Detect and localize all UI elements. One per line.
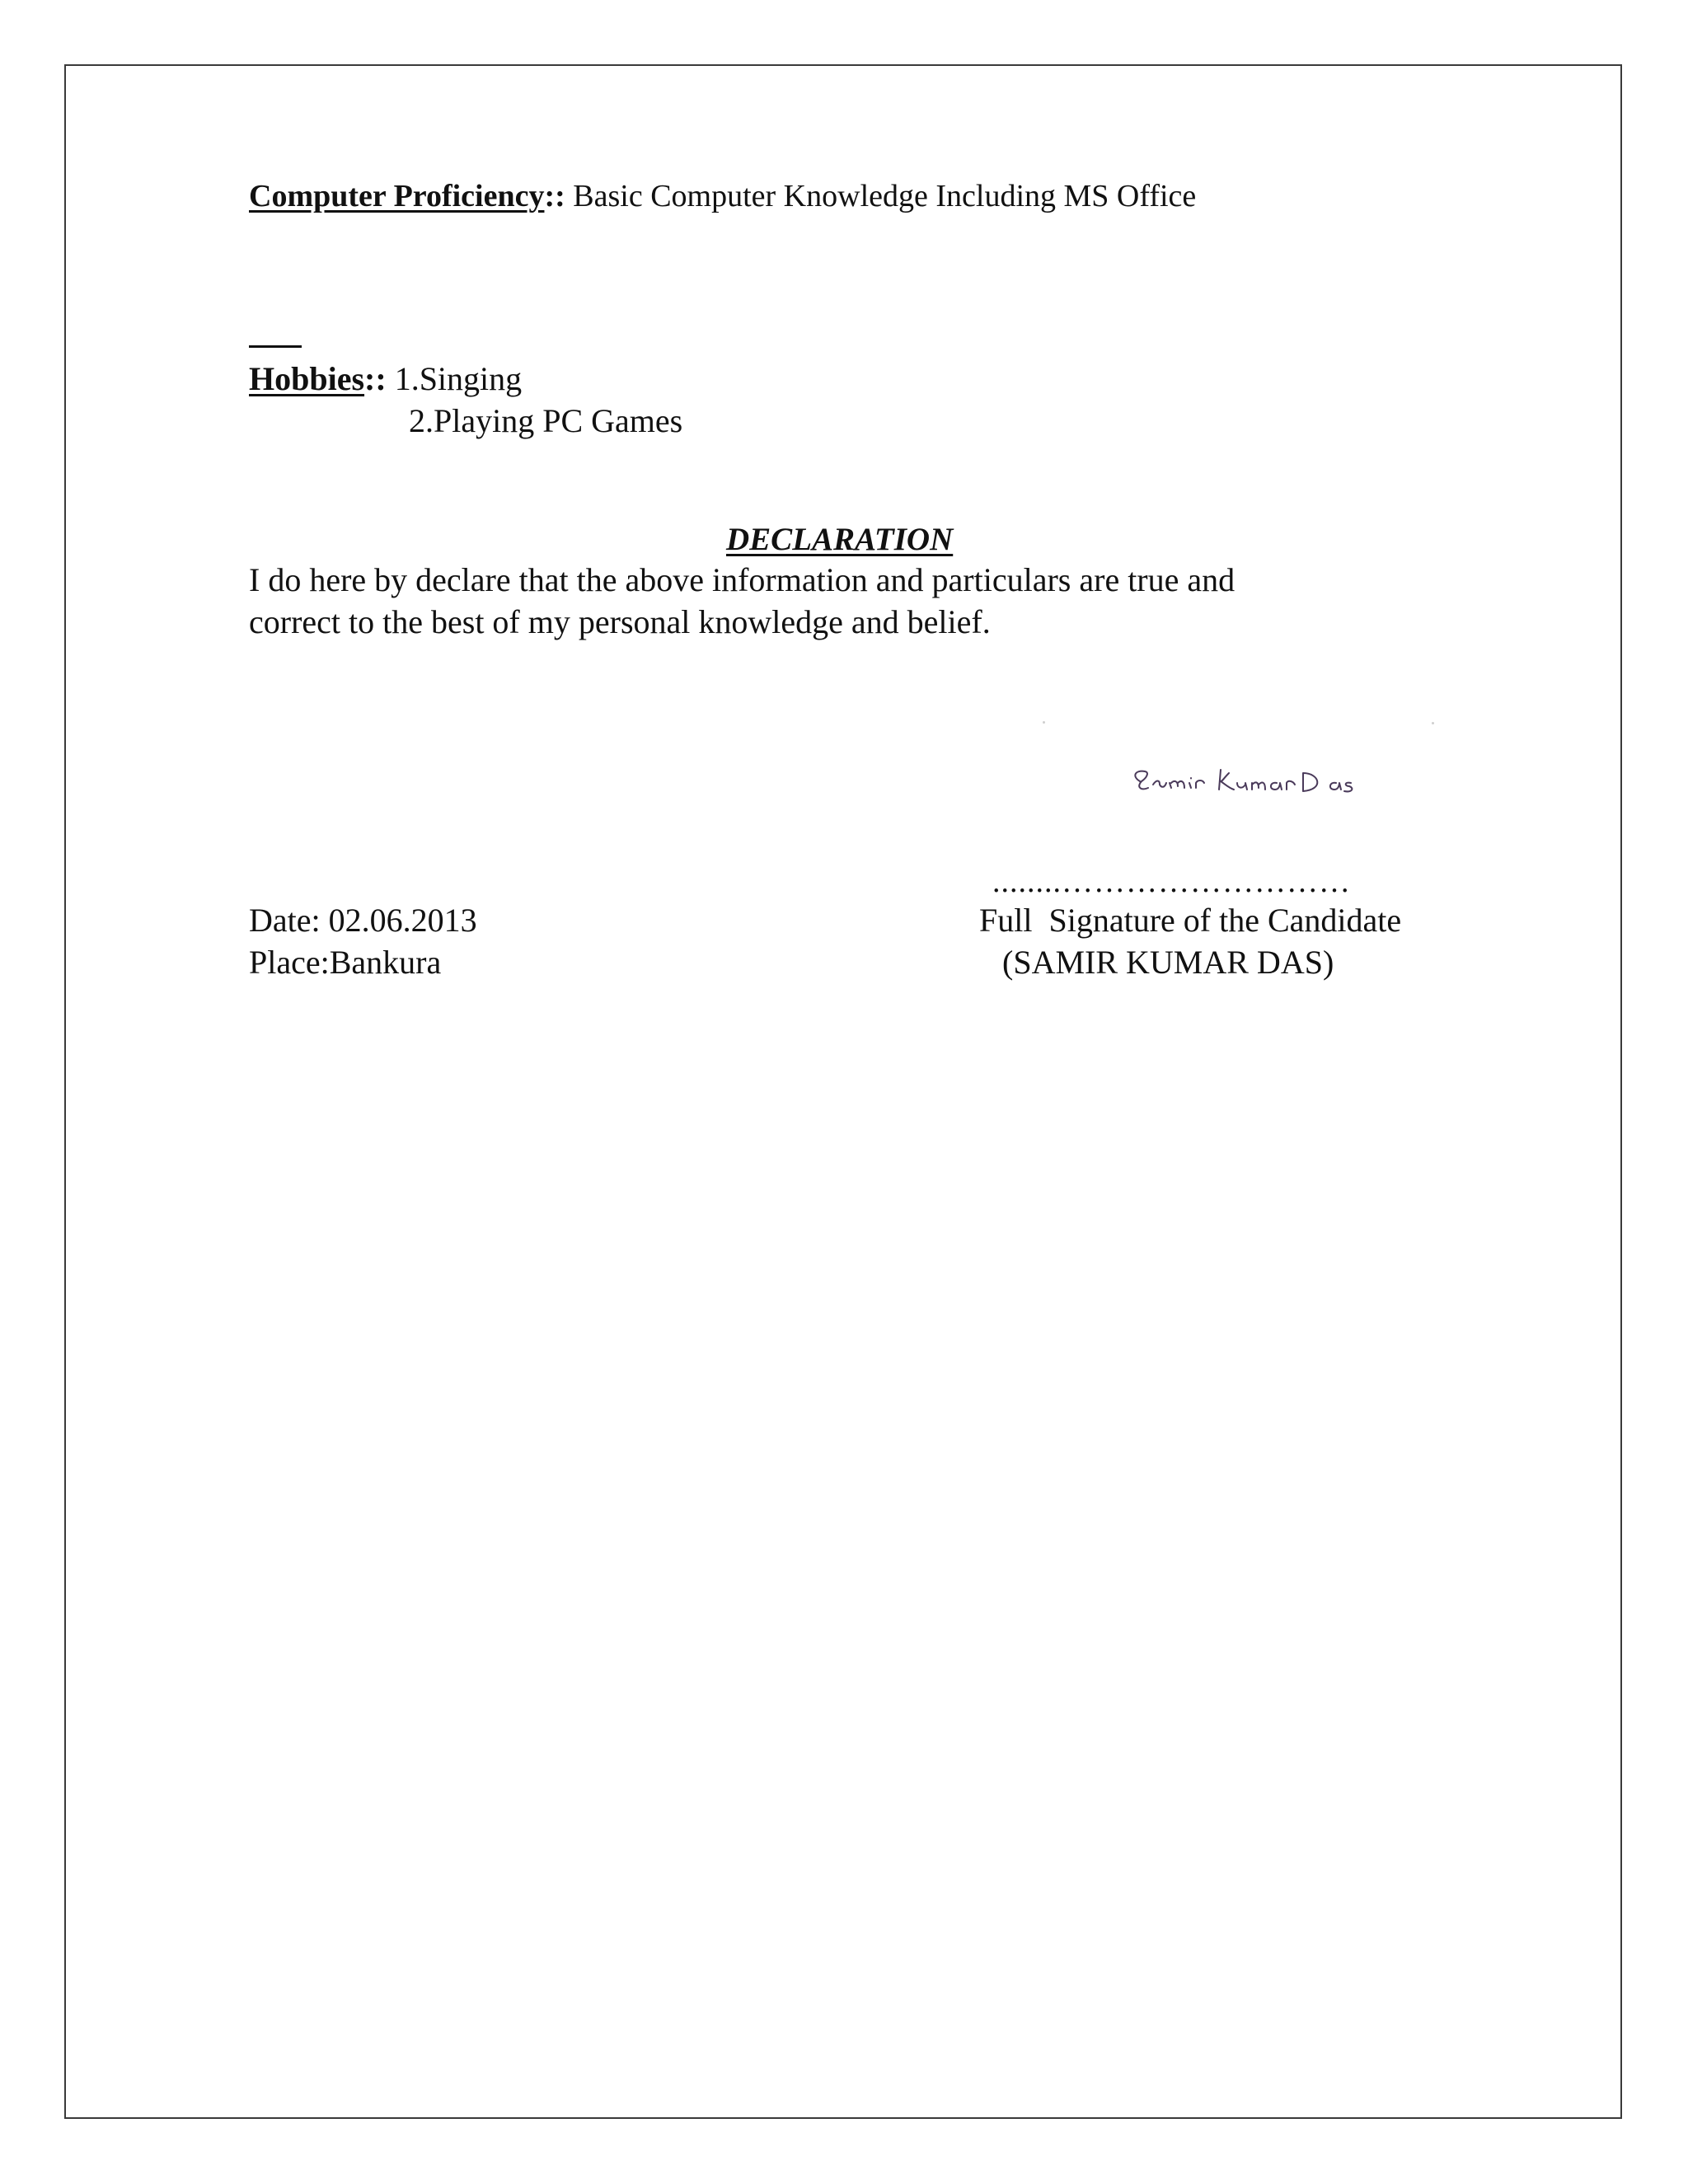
hobbies-separator: ::	[364, 360, 387, 397]
declaration-title: DECLARATION	[726, 522, 954, 557]
hobbies-heading: Hobbies	[249, 360, 365, 397]
computer-proficiency-separator: ::	[544, 179, 565, 213]
declaration-text-line-1: I do here by declare that the above information and particulars are true and	[249, 561, 1236, 598]
place-text: Place:Bankura	[249, 944, 442, 981]
date-text: Date: 02.06.2013	[249, 902, 477, 939]
stray-underline-rule	[249, 345, 302, 348]
handwritten-signature	[1043, 717, 1438, 816]
signature-scribble	[1043, 717, 1438, 816]
candidate-name: (SAMIR KUMAR DAS)	[1002, 944, 1334, 981]
signature-line-dots: ........………………………	[992, 865, 1351, 899]
hobby-item-2: 2.Playing PC Games	[409, 402, 683, 439]
signature-caption: Full Signature of the Candidate	[979, 902, 1402, 939]
computer-proficiency-value: Basic Computer Knowledge Including MS Office	[565, 179, 1197, 213]
hobby-item-1: 1.Singing	[394, 360, 523, 397]
computer-proficiency-heading: Computer Proficiency	[249, 179, 545, 213]
declaration-text-line-2: correct to the best of my personal knowledge and belief.	[249, 603, 991, 640]
computer-proficiency-line	[249, 171, 1196, 221]
